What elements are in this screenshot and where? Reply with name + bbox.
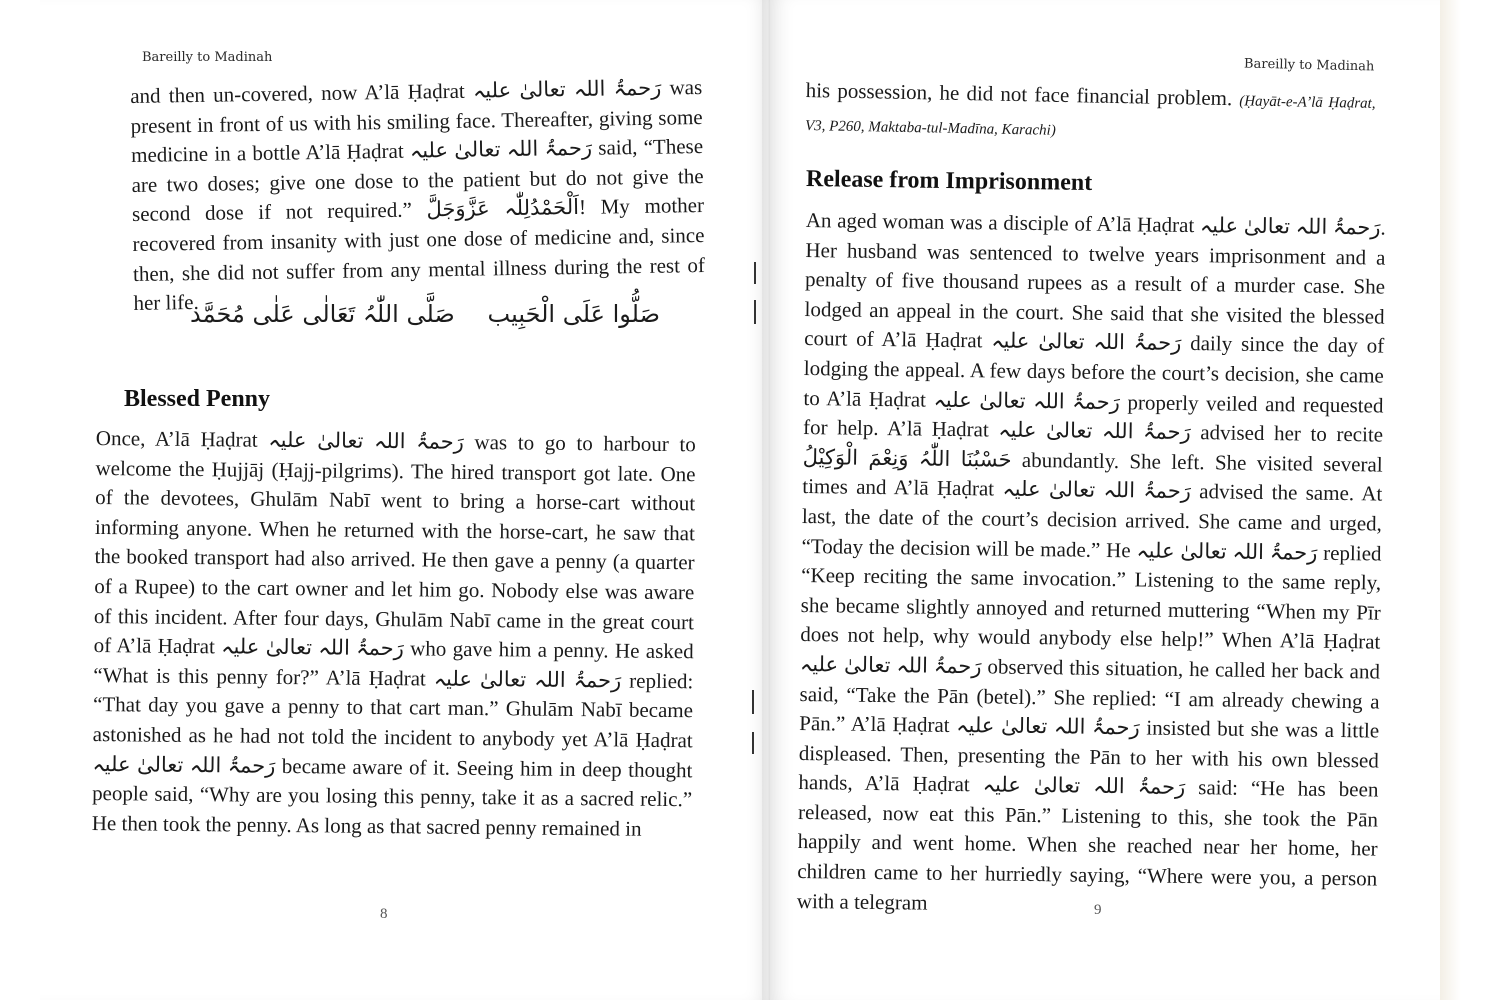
right-body-text: An aged woman was a disciple of A’lā Ḥaḍrat رَحمۃُ اللہ تعالیٰ علیہ. Her husband was sentenced to twelve years imprisonment and a penalty of five thousand rupees as a result of a murder case. She lodged an appeal in the court. She said that she visited the blessed court of A’lā Ḥaḍrat رَحمۃُ اللہ تعالیٰ علیہ daily since the day of lodging the appeal. A few days before the court’s decision, she came to A’lā Ḥaḍrat رَحمۃُ اللہ تعالیٰ علیہ properly veiled and requested for help. A’lā Ḥaḍrat رَحمۃُ اللہ تعالیٰ علیہ advised her to recite حَسْبُنَا اللّٰہُ وَنِعْمَ الْوَکِیْلُ abundantly. She left. She visited several times and A’lā Ḥaḍrat رَحمۃُ اللہ تعالیٰ علیہ advised the same. At last, the date of the court’s decision arrived. She came and urged, “Today the decision will be made.” He رَحمۃُ اللہ تعالیٰ علیہ replied “Keep reciting the same invocation.” Listening to the same reply, she became slightly annoyed and returned muttering “When my Pīr does not help, why would anybody else help!” When A’lā Ḥaḍrat رَحمۃُ اللہ تعالیٰ علیہ observed this situation, he called her back and said, “Take the Pān (betel).” She replied: “I am already chewing a Pān.” A’lā Ḥaḍrat رَحمۃُ اللہ تعالیٰ علیہ insisted but she was a little displeased. Then, presenting the Pān to her with his own blessed hands, A’lā Ḥaḍrat رَحمۃُ اللہ تعالیٰ علیہ said: “He has been released, now eat this Pān.” Listening to this, she took the Pān happily and went home. When she reached near her home, her children came to her hurriedly saying, “Where were you, a person with a telegram <box>796 207 1386 915</box>
right-running-head: Bareilly to Madinah <box>1243 56 1375 75</box>
left-top-paragraph-text: and then un-covered, now A’lā Ḥaḍrat رَحمۃُ اللہ تعالیٰ علیہ was present in front of us with his smiling face. Thereafter, giving some medicine in a bottle A’lā Ḥaḍrat رَحمۃُ اللہ تعالیٰ علیہ said, “These are two doses; give one dose to the patient but do not give the second dose if not required.” اَلْحَمْدُلِلّٰہ عَزَّوَجَلَّ! My mother recovered from insanity with just one dose of medicine and, since then, she did not suffer from any mental illness during the rest of her life. <box>130 75 706 316</box>
citation: (Ḥayāt-e-A’lā Ḥaḍrat, V3, P260, Maktaba-tul-Madīna, Karachi) <box>804 93 1376 139</box>
staple-top <box>754 262 756 284</box>
salutation-row <box>190 300 660 328</box>
left-page <box>40 0 770 1000</box>
page-edge <box>1440 0 1470 1000</box>
left-body <box>92 424 696 845</box>
left-page-number: 8 <box>380 906 388 922</box>
left-section-heading: Blessed Penny <box>124 386 271 412</box>
right-section-heading: Release from Imprisonment <box>805 166 1093 196</box>
right-top-paragraph <box>805 76 1376 152</box>
left-top-paragraph <box>130 73 706 319</box>
staple-top-lower <box>754 300 756 324</box>
right-top-text: his possession, he did not face financial problem. <box>805 77 1233 111</box>
right-page-number: 9 <box>1094 902 1102 918</box>
right-top-paragraph-text <box>805 76 1376 152</box>
staple-bottom <box>752 690 754 714</box>
left-running-head: Bareilly to Madinah <box>142 50 273 65</box>
left-body-text: Once, A’lā Ḥaḍrat رَحمۃُ اللہ تعالیٰ علیہ was to go to harbour to welcome the Ḥujjāj (Ḥajj-pilgrims). The hired transport got late. One of the devotees, Ghulām Nabī went to bring a horse-cart without informing anyone. When he returned with the horse-cart, he saw that the booked transport had also arrived. He then gave a penny (a quarter of a Rupee) to the cart owner and let him go. Nobody else was aware of this incident. After four days, Ghulām Nabī came in the great court of A’lā Ḥaḍrat رَحمۃُ اللہ تعالیٰ علیہ who gave him a penny. He asked “What is this penny for?” A’lā Ḥaḍrat رَحمۃُ اللہ تعالیٰ علیہ replied: “That day you gave a penny to that cart man.” Ghulām Nabī became astonished as he had not told the incident to anybody yet A’lā Ḥaḍrat رَحمۃُ اللہ تعالیٰ علیہ became aware of it. Seeing him in deep thought people said, “Why are you losing this penny, take it as a sacred relic.” He then took the penny. As long as that sacred penny remained in <box>91 425 696 841</box>
salutation-right: صَلُّوا عَلَی الْحَبِیب <box>487 300 660 328</box>
right-page <box>770 0 1470 1000</box>
salutation-left: صَلَّی اللّٰہُ تَعَالٰی عَلٰی مُحَمَّد <box>190 300 455 328</box>
right-body <box>797 206 1386 924</box>
staple-bottom-lower <box>752 732 754 754</box>
